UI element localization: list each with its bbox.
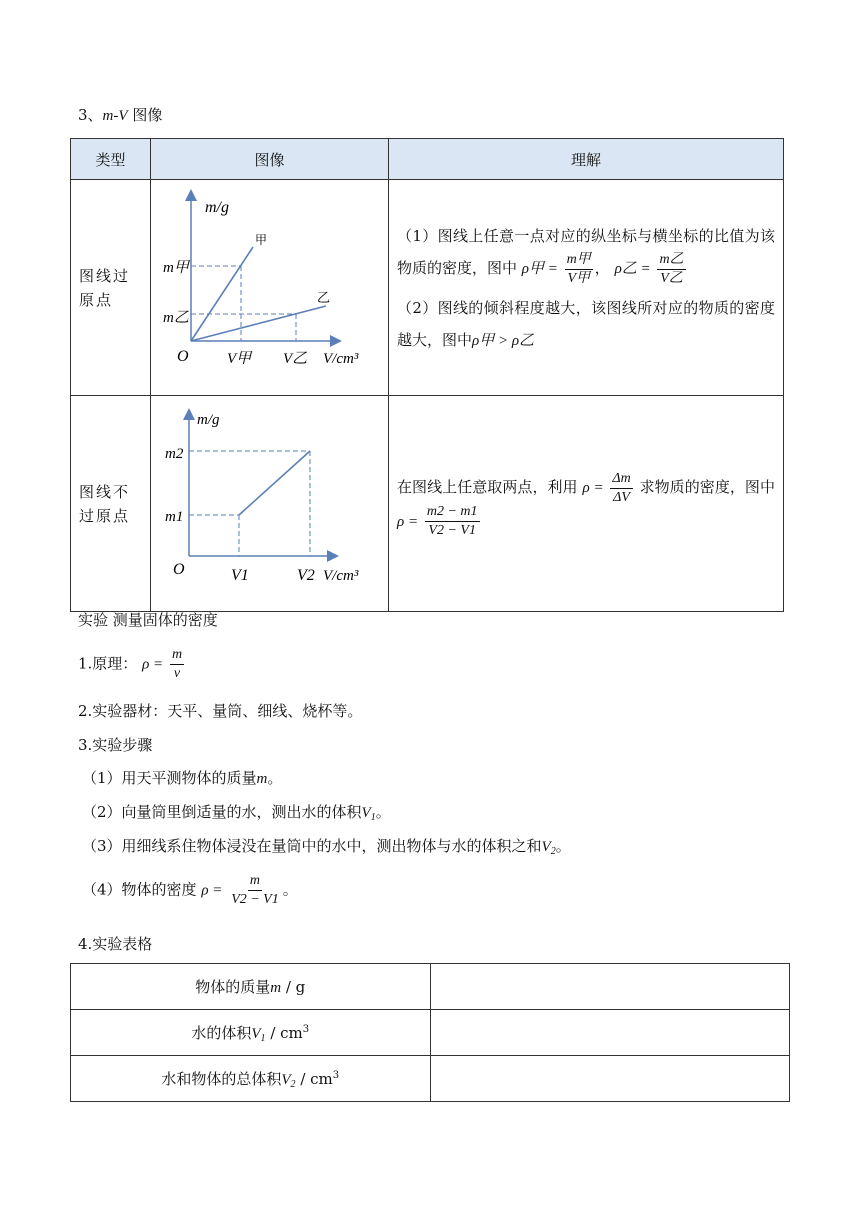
graph-not-through-origin (151, 396, 389, 612)
tick-v1: V1 (231, 567, 249, 584)
explanation-not-through-origin: 在图线上任意取两点，利用 ρ = $\frac{\Delta m}{\Delta V}$ 求物质的密度，图中 ρ = $\frac{m2 - m1}{V2 - V1}$ (389, 396, 784, 612)
row-water-volume-label: 水的体积$V_1 / cm^3$ (71, 1010, 431, 1056)
tick-v-yi: V乙 (283, 351, 308, 367)
fraction-two-points: $\frac{m2 - m1}{V2 - V1}$ (426, 504, 478, 538)
tick-v2: V2 (297, 567, 315, 584)
label-yi: 乙 (317, 290, 331, 305)
row-total-volume-value (430, 1056, 790, 1102)
y-label: m/g (205, 199, 229, 216)
explanation-through-origin: （1）图线上任意一点对应的纵坐标与横坐标的比值为该物质的密度，图中 ρ甲 = $\frac{\text{m甲}}{\text{V甲}}$ ， ρ乙 = $\frac{\text{m乙}}{\text{V乙}}$ （2）图线的倾斜程度越大，该图线所对应的物质的密度越大，图中ρ甲 > ρ乙 (389, 180, 784, 396)
label-jia: 甲 (255, 233, 268, 247)
header-understanding: 理解 (389, 139, 784, 180)
tick-v-jia: V甲 (227, 351, 252, 367)
fraction-rho-yi: $\frac{\text{m乙}}{\text{V乙}}$ (659, 251, 684, 286)
section-heading: 3、m-V 图像 (78, 106, 163, 124)
step-4: （4）物体的密度 ρ = $\frac{m}{V2 - V1}$ 。 (82, 873, 298, 907)
row-total-volume-label: 水和物体的总体积$V_2 / cm^3$ (71, 1056, 431, 1102)
graph-offset-svg (151, 396, 387, 607)
x-label-2: V/cm³ (323, 568, 359, 584)
y-label-2: m/g (197, 412, 220, 428)
density-compare: ρ甲 > ρ乙 (472, 332, 535, 349)
mv-graph-table (70, 138, 784, 612)
table-title: 4.实验表格 (78, 935, 153, 953)
step-3: （3）用细线系住物体浸没在量筒中的水中，测出物体与水的体积之和$V_2$。 (82, 837, 571, 857)
origin-label-2: O (173, 561, 185, 578)
steps-title: 3.实验步骤 (78, 736, 153, 754)
fraction-delta: $\frac{\Delta m}{\Delta V}$ (612, 470, 631, 505)
principle: 1.原理： ρ = $\frac{m}{v}$ (78, 647, 183, 681)
materials: 2.实验器材：天平、量筒、细线、烧杯等。 (78, 702, 363, 720)
row-mass-value (430, 964, 790, 1010)
tick-m-jia: m甲 (163, 260, 189, 276)
x-label: V/cm³ (323, 351, 359, 367)
graph-through-origin (151, 180, 389, 396)
row-water-volume-value (430, 1010, 790, 1056)
experiment-title: 实验 测量固体的密度 (78, 611, 218, 629)
header-graph: 图像 (151, 139, 389, 180)
origin-label: O (177, 348, 189, 365)
header-type: 类型 (71, 139, 151, 180)
tick-m2: m2 (165, 446, 184, 462)
line-segment (239, 451, 310, 515)
fraction-rho-jia: $\frac{\text{m甲}}{\text{V甲}}$ (566, 251, 591, 286)
step-2: （2）向量筒里倒适量的水，测出水的体积$V_1$。 (82, 803, 391, 823)
step-1: （1）用天平测物体的质量m。 (82, 769, 283, 787)
row-mass-label: 物体的质量m / g (71, 964, 431, 1010)
experiment-table (70, 963, 790, 1102)
graph-origin-svg (151, 180, 387, 391)
tick-m-yi: m乙 (163, 310, 189, 326)
type-not-through-origin: 图线不过原点 (71, 396, 151, 612)
tick-m1: m1 (165, 509, 184, 525)
type-through-origin: 图线过原点 (71, 180, 151, 396)
